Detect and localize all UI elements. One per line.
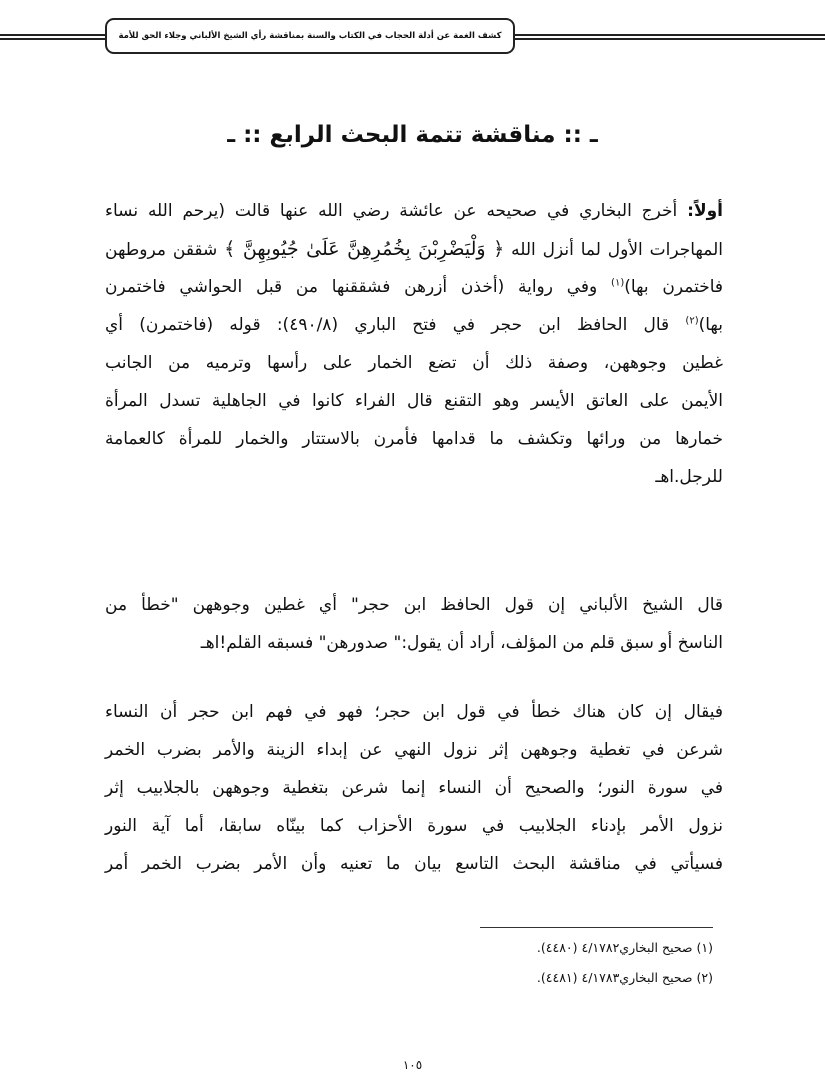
text-line: فاختمرن بها)$^{(١)}$ وفي رواية (أخذن أزرهن فشققنها من قبل الحواشي فاختمرن [105,277,724,297]
paragraph-3 [105,693,723,883]
footnote-ref: (١) [611,277,625,289]
text-line: الأيمن على العاتق الأيسر وهو التقنع قال الفراء كانوا في الجاهلية تسدل المرأة [105,391,723,411]
text-line: شرعن في تغطية وجوههن إثر نزول النهي عن إبداء الزينة والأمر بضرب الخمر [105,740,723,760]
text-line: في سورة النور؛ والصحيح أن النساء إنما شرعن بتغطية وجوههن بالجلابيب إثر [105,778,723,798]
text-line: فيقال إن كان هناك خطأ في قول ابن حجر؛ فهو في فهم ابن حجر أن النساء [105,702,723,722]
running-header [105,18,515,54]
section-title: ـ :: مناقشة تتمة البحث الرابع :: ـ [227,122,598,148]
text-line: فسيأتي في مناقشة البحث التاسع بيان ما تعنيه وأن الأمر بضرب الخمر أمر [105,854,723,874]
text-line: خمارها من ورائها وتكشف ما قدامها فأمرن بالاستتار والخمار للمرأة كالعمامة [105,429,723,449]
footnote-separator [480,927,713,928]
footnote: (١) صحيح البخاري٤/١٧٨٢ (٤٤٨٠). [536,940,713,955]
paragraph-2 [105,586,723,662]
text-line: بها)$^{(٢)}$ قال الحافظ ابن حجر في فتح الباري (٤٩٠/٨): قوله (فاختمرن) أي [105,315,723,335]
page-number: ١٠٥ [402,1058,423,1072]
footnote-ref: (٢) [685,315,699,327]
paragraph-1 [105,192,723,496]
text-line: غطين وجوههن، وصفة ذلك أن تضع الخمار على رأسها وترميه من الجانب [105,353,723,373]
text-line: أولاً: أخرج البخاري في صحيحه عن عائشة رضي الله عنها قالت (يرحم الله نساء [105,201,723,221]
running-title: كشف الغمة عن أدلة الحجاب في الكتاب والسنة بمناقشة رأي الشيخ الألباني وجلاء الحق للأمة [118,31,502,41]
lead-word: أولاً: [687,201,723,221]
text-line: للرجل.اهـ [655,467,723,487]
quran-verse: ﴿ وَلْيَضْرِبْنَ بِخُمُرِهِنَّ عَلَىٰ جُيُوبِهِنَّ ﴾ [224,238,505,260]
text-line: قال الشيخ الألباني إن قول الحافظ ابن حجر" أي غطين وجوههن "خطأ من [105,595,723,615]
footnote: (٢) صحيح البخاري٤/١٧٨٣ (٤٤٨١). [536,970,713,985]
text-line: المهاجرات الأول لما أنزل الله ﴿ وَلْيَضْرِبْنَ بِخُمُرِهِنَّ عَلَىٰ جُيُوبِهِنَّ ﴾ شققن مروطهن [105,238,724,260]
text-line: الناسخ أو سبق قلم من المؤلف، أراد أن يقول:" صدورهن" فسبقه القلم!اهـ [200,633,723,653]
text-line: نزول الأمر بإدناء الجلابيب في سورة الأحزاب كما بينّاه سابقا، أما آية النور [105,816,723,836]
